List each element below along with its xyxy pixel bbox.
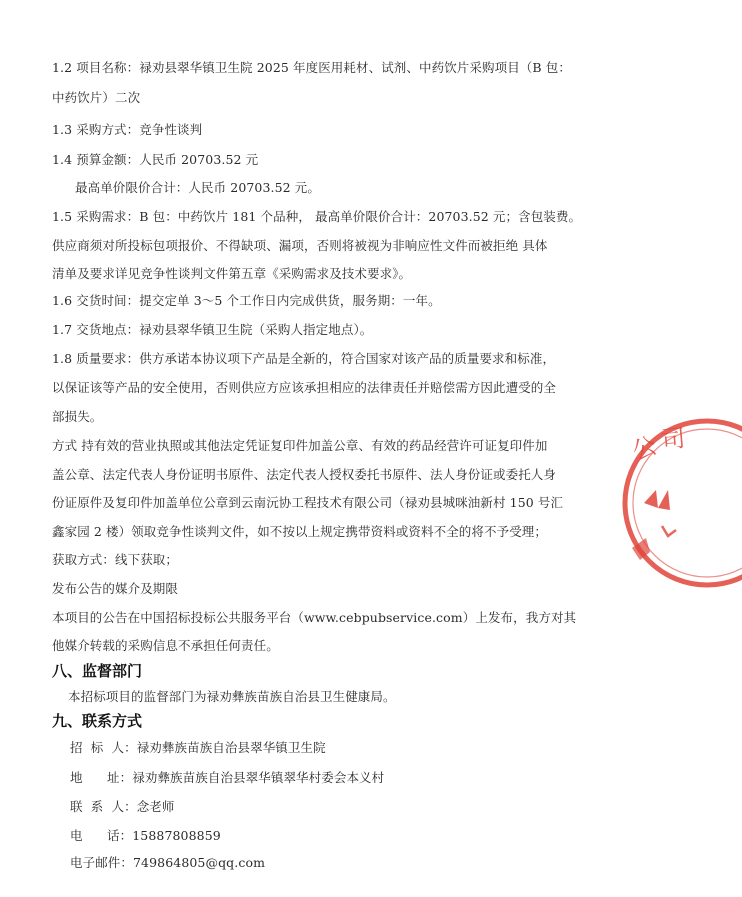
section-8-heading: 八、监督部门 <box>52 662 143 680</box>
item-1-4-max-price: 最高单价限价合计：人民币 20703.52 元。 <box>75 180 320 195</box>
contact-address: 地 址：禄劝彝族苗族自治县翠华镇翠华村委会本义村 <box>70 770 385 785</box>
svg-text:公: 公 <box>628 431 661 466</box>
acquisition-mode: 获取方式：线下获取； <box>52 552 179 567</box>
media-text: 本项目的公告在中国招标投标公共服务平台（www.cebpubservice.com）上发布，我方对其 <box>52 610 577 625</box>
svg-text:司: 司 <box>660 423 687 454</box>
section-9-heading: 九、联系方式 <box>52 712 143 730</box>
media-text-cont: 他媒介转载的采购信息不承担任何责任。 <box>52 638 279 653</box>
item-1-8-quality-cont: 以保证该等产品的安全使用，否则供应方应该承担相应的法律责任并赔偿需方因此遭受的全 <box>52 380 557 395</box>
item-1-4-budget: 1.4 预算金额：人民币 20703.52 元 <box>52 152 259 167</box>
item-1-5-requirement-cont: 供应商须对所投标包项报价、不得缺项、漏项，否则将被视为非响应性文件而被拒绝 具体 <box>52 238 548 253</box>
item-1-2-name: 1.2 项目名称：禄劝县翠华镇卫生院 2025 年度医用耗材、试剂、中药饮片采购项目（B 包： <box>52 60 571 75</box>
item-1-3-method: 1.3 采购方式：竞争性谈判 <box>52 122 203 137</box>
acquisition-method-cont: 份证原件及复印件加盖单位公章到云南沅协工程技术有限公司（禄劝县城咪油新村 150 号汇 <box>52 495 564 510</box>
contact-tenderer: 招 标 人：禄劝彝族苗族自治县翠华镇卫生院 <box>70 740 326 755</box>
item-1-8-quality: 1.8 质量要求：供方承诺本协议项下产品是全新的，符合国家对该产品的质量要求和标准， <box>52 351 556 366</box>
acquisition-method: 方式 持有效的营业执照或其他法定凭证复印件加盖公章、有效的药品经营许可证复印件加 <box>52 438 548 453</box>
acquisition-method-cont: 盖公章、法定代表人身份证明书原件、法定代表人授权委托书原件、法人身份证或委托人身 <box>52 467 557 482</box>
item-1-7-delivery-place: 1.7 交货地点：禄劝县翠华镇卫生院（采购人指定地点）。 <box>52 322 373 337</box>
company-seal-stamp <box>622 408 742 598</box>
media-heading: 发布公告的媒介及期限 <box>52 581 179 596</box>
acquisition-method-cont: 鑫家园 2 楼）领取竞争性谈判文件，如不按以上规定携带资料或资料不全的将不予受理； <box>52 524 548 539</box>
contact-email: 电子邮件：749864805@qq.com <box>70 855 266 870</box>
item-1-2-name-cont: 中药饮片）二次 <box>52 90 141 105</box>
item-1-5-requirement-cont: 清单及要求详见竞争性谈判文件第五章《采购需求及技术要求》。 <box>52 266 412 281</box>
item-1-8-quality-cont: 部损失。 <box>52 409 103 424</box>
section-8-text: 本招标项目的监督部门为禄劝彝族苗族自治县卫生健康局。 <box>68 689 396 704</box>
contact-phone: 电 话：15887808859 <box>70 828 221 843</box>
contact-person: 联 系 人：念老师 <box>70 799 175 814</box>
item-1-5-requirement: 1.5 采购需求：B 包：中药饮片 181 个品种， 最高单价限价合计：20703.52 元；含包装费。 <box>52 209 582 224</box>
item-1-6-delivery-time: 1.6 交货时间：提交定单 3～5 个工作日内完成供货，服务期：一年。 <box>52 293 441 308</box>
